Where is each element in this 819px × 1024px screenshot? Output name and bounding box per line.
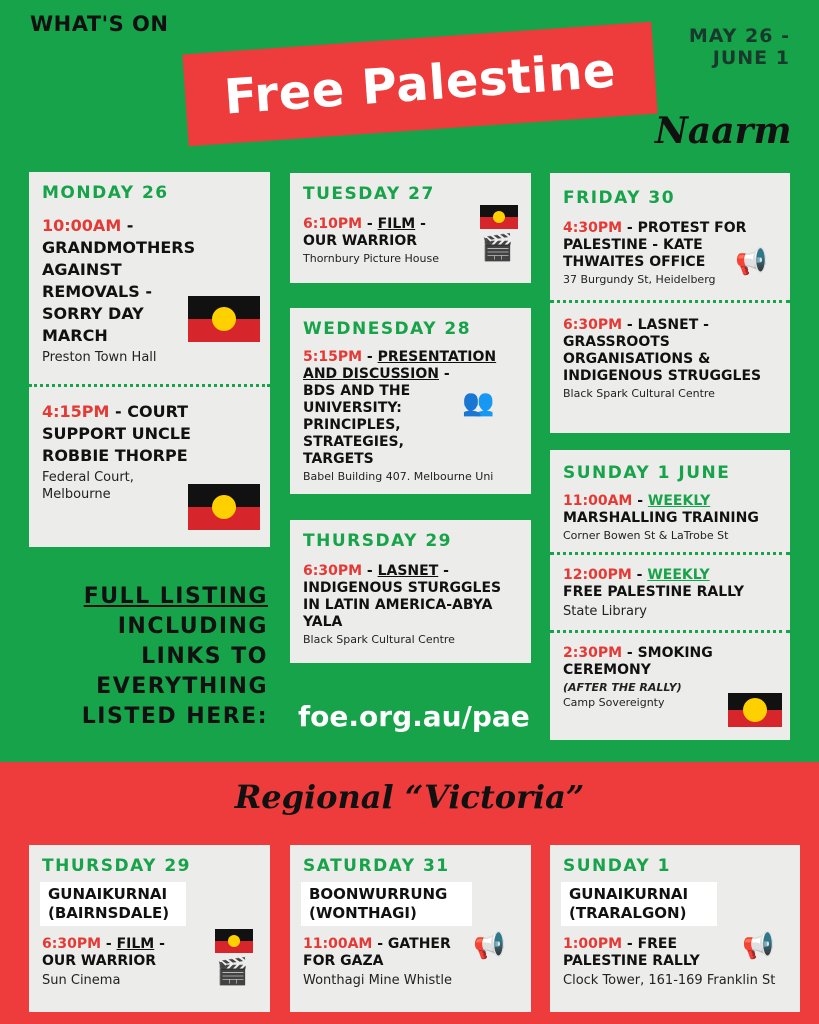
date-range: MAY 26 - JUNE 1: [688, 25, 790, 69]
event-location: Thornbury Picture House: [303, 252, 440, 265]
day-heading: THURSDAY 29: [303, 531, 452, 551]
listing-line: FULL LISTING: [83, 584, 268, 609]
event-time: 12:00PM: [563, 567, 632, 583]
day-heading: TUESDAY 27: [303, 184, 435, 204]
place-label: BOONWURRUNG (WONTHAGI): [301, 882, 472, 926]
film-clapper-icon: 🎬: [481, 233, 514, 263]
event-time: 1:00PM: [563, 936, 623, 952]
city-name: Naarm: [655, 110, 792, 152]
regional-heading: Regional “Victoria”: [234, 778, 585, 816]
event-location: Camp Sovereignty: [563, 696, 665, 709]
place-label: GUNAIKURNAI (TRARALGON): [561, 882, 717, 926]
event-title: 6:10PM - FILM - OUR WARRIOR: [303, 216, 426, 249]
event-title: 11:00AM - GATHER FOR GAZA: [303, 936, 451, 969]
event-time: 10:00AM: [42, 216, 122, 235]
divider: [550, 552, 790, 555]
event-name: BDS AND THE UNIVERSITY: PRINCIPLES, STRATEGIES, TARGETS: [303, 383, 411, 467]
divider: [550, 630, 790, 633]
event-time: 6:30PM: [303, 563, 363, 579]
event-title: 4:30PM - PROTEST FOR PALESTINE - KATE THWAITES OFFICE: [563, 220, 747, 270]
event-location: 37 Burgundy St, Heidelberg: [563, 273, 716, 286]
event-time: 11:00AM: [563, 493, 633, 509]
event-note: (AFTER THE RALLY): [563, 681, 682, 694]
event-location: Federal Court, Melbourne: [42, 470, 134, 502]
listing-line: LINKS TO: [141, 644, 268, 669]
day-heading: THURSDAY 29: [42, 856, 191, 876]
event-tag: WEEKLY: [647, 493, 711, 509]
presentation-icon: 👥: [462, 388, 495, 418]
aboriginal-flag-icon: [215, 929, 253, 953]
event-name: FREE PALESTINE RALLY: [563, 936, 700, 969]
regional-card-thursday: [29, 845, 270, 1012]
event-location: Babel Building 407. Melbourne Uni: [303, 470, 494, 483]
monday-card: [29, 172, 270, 547]
day-heading: FRIDAY 30: [563, 188, 676, 208]
aboriginal-flag-icon: [188, 484, 260, 530]
event-name: OUR WARRIOR: [42, 953, 157, 969]
event-kind: FILM: [116, 936, 155, 952]
day-heading: SUNDAY 1 JUNE: [563, 463, 731, 483]
event-location: Sun Cinema: [42, 973, 121, 988]
event-time: 11:00AM: [303, 936, 373, 952]
sunday-card: [550, 450, 790, 740]
event-name: OUR WARRIOR: [303, 233, 418, 249]
event-name: LASNET - GRASSROOTS ORGANISATIONS & INDIGENOUS STRUGGLES: [563, 317, 762, 384]
whats-on-heading: WHAT'S ON: [30, 12, 169, 36]
event-kind: PRESENTATION AND DISCUSSION: [303, 349, 497, 382]
place-label: GUNAIKURNAI (BAIRNSDALE): [40, 882, 186, 926]
banner-title: Free Palestine: [222, 42, 618, 126]
event-name: INDIGENOUS STURGGLES IN LATIN AMERICA-ABYA YALA: [303, 580, 502, 630]
event-title: 6:30PM - LASNET - INDIGENOUS STURGGLES IN LATIN AMERICA-ABYA YALA: [303, 563, 502, 630]
event-title: 6:30PM - FILM - OUR WARRIOR: [42, 936, 165, 969]
event-location: Black Spark Cultural Centre: [303, 633, 455, 646]
event-title: 1:00PM - FREE PALESTINE RALLY: [563, 936, 700, 969]
event-location: State Library: [563, 604, 647, 619]
event-time: 6:10PM: [303, 216, 363, 232]
tuesday-card: [290, 173, 531, 283]
regional-card-sunday: [550, 845, 800, 1012]
event-location: Wonthagi Mine Whistle: [303, 973, 452, 988]
regional-card-saturday: [290, 845, 531, 1012]
event-title: 6:30PM - LASNET - GRASSROOTS ORGANISATIONS & INDIGENOUS STRUGGLES: [563, 317, 762, 384]
event-time: 6:30PM: [42, 936, 102, 952]
event-title: 10:00AM - GRANDMOTHERS AGAINST REMOVALS - SORRY DAY MARCH: [42, 216, 196, 345]
event-location: Black Spark Cultural Centre: [563, 387, 715, 400]
event-kind: FILM: [377, 216, 416, 232]
aboriginal-flag-icon: [728, 693, 782, 727]
event-location: Clock Tower, 161-169 Franklin St: [563, 973, 776, 988]
divider: [29, 384, 270, 387]
listing-line: EVERYTHING: [96, 674, 268, 699]
day-heading: MONDAY 26: [42, 183, 169, 203]
full-listing-text: [30, 582, 268, 732]
event-name: GATHER FOR GAZA: [303, 936, 451, 969]
event-tag: WEEKLY: [647, 567, 710, 583]
event-time: 2:30PM: [563, 645, 623, 661]
event-name: FREE PALESTINE RALLY: [563, 584, 745, 600]
event-time: 5:15PM: [303, 349, 363, 365]
friday-card: [550, 173, 790, 433]
aboriginal-flag-icon: [188, 296, 260, 342]
event-name: SMOKING CEREMONY: [563, 645, 713, 678]
event-name: COURT SUPPORT UNCLE ROBBIE THORPE: [42, 402, 191, 465]
event-location: Corner Bowen St & LaTrobe St: [563, 529, 729, 542]
megaphone-icon: 📢: [473, 931, 506, 961]
event-time: 6:30PM: [563, 317, 623, 333]
event-name: MARSHALLING TRAINING: [563, 510, 759, 526]
event-title: 11:00AM - WEEKLY MARSHALLING TRAINING: [563, 493, 759, 526]
event-title: 2:30PM - SMOKING CEREMONY: [563, 645, 713, 678]
event-time: 4:15PM: [42, 402, 110, 421]
event-title: 4:15PM - COURT SUPPORT UNCLE ROBBIE THORPE: [42, 402, 191, 465]
event-time: 4:30PM: [563, 220, 623, 236]
divider: [550, 300, 790, 303]
thursday-card: [290, 520, 531, 663]
event-title: 12:00PM - WEEKLY FREE PALESTINE RALLY: [563, 567, 745, 600]
event-name: GRANDMOTHERS AGAINST REMOVALS - SORRY DAY MARCH: [42, 238, 196, 345]
listing-line: INCLUDING: [117, 614, 268, 639]
event-kind: LASNET: [377, 563, 439, 579]
event-location: Preston Town Hall: [42, 350, 157, 365]
event-title: 5:15PM - PRESENTATION AND DISCUSSION -: [303, 349, 497, 382]
day-heading: WEDNESDAY 28: [303, 319, 472, 339]
listing-url-link[interactable]: foe.org.au/pae: [298, 700, 530, 733]
day-heading: SATURDAY 31: [303, 856, 450, 876]
megaphone-icon: 📢: [742, 931, 775, 961]
day-heading: SUNDAY 1: [563, 856, 671, 876]
event-name: PROTEST FOR PALESTINE - KATE THWAITES OFFICE: [563, 220, 747, 270]
listing-line: LISTED HERE:: [81, 704, 268, 729]
megaphone-icon: 📢: [735, 247, 768, 277]
wednesday-card: [290, 308, 531, 494]
film-clapper-icon: 🎬: [216, 957, 249, 987]
aboriginal-flag-icon: [480, 205, 518, 229]
